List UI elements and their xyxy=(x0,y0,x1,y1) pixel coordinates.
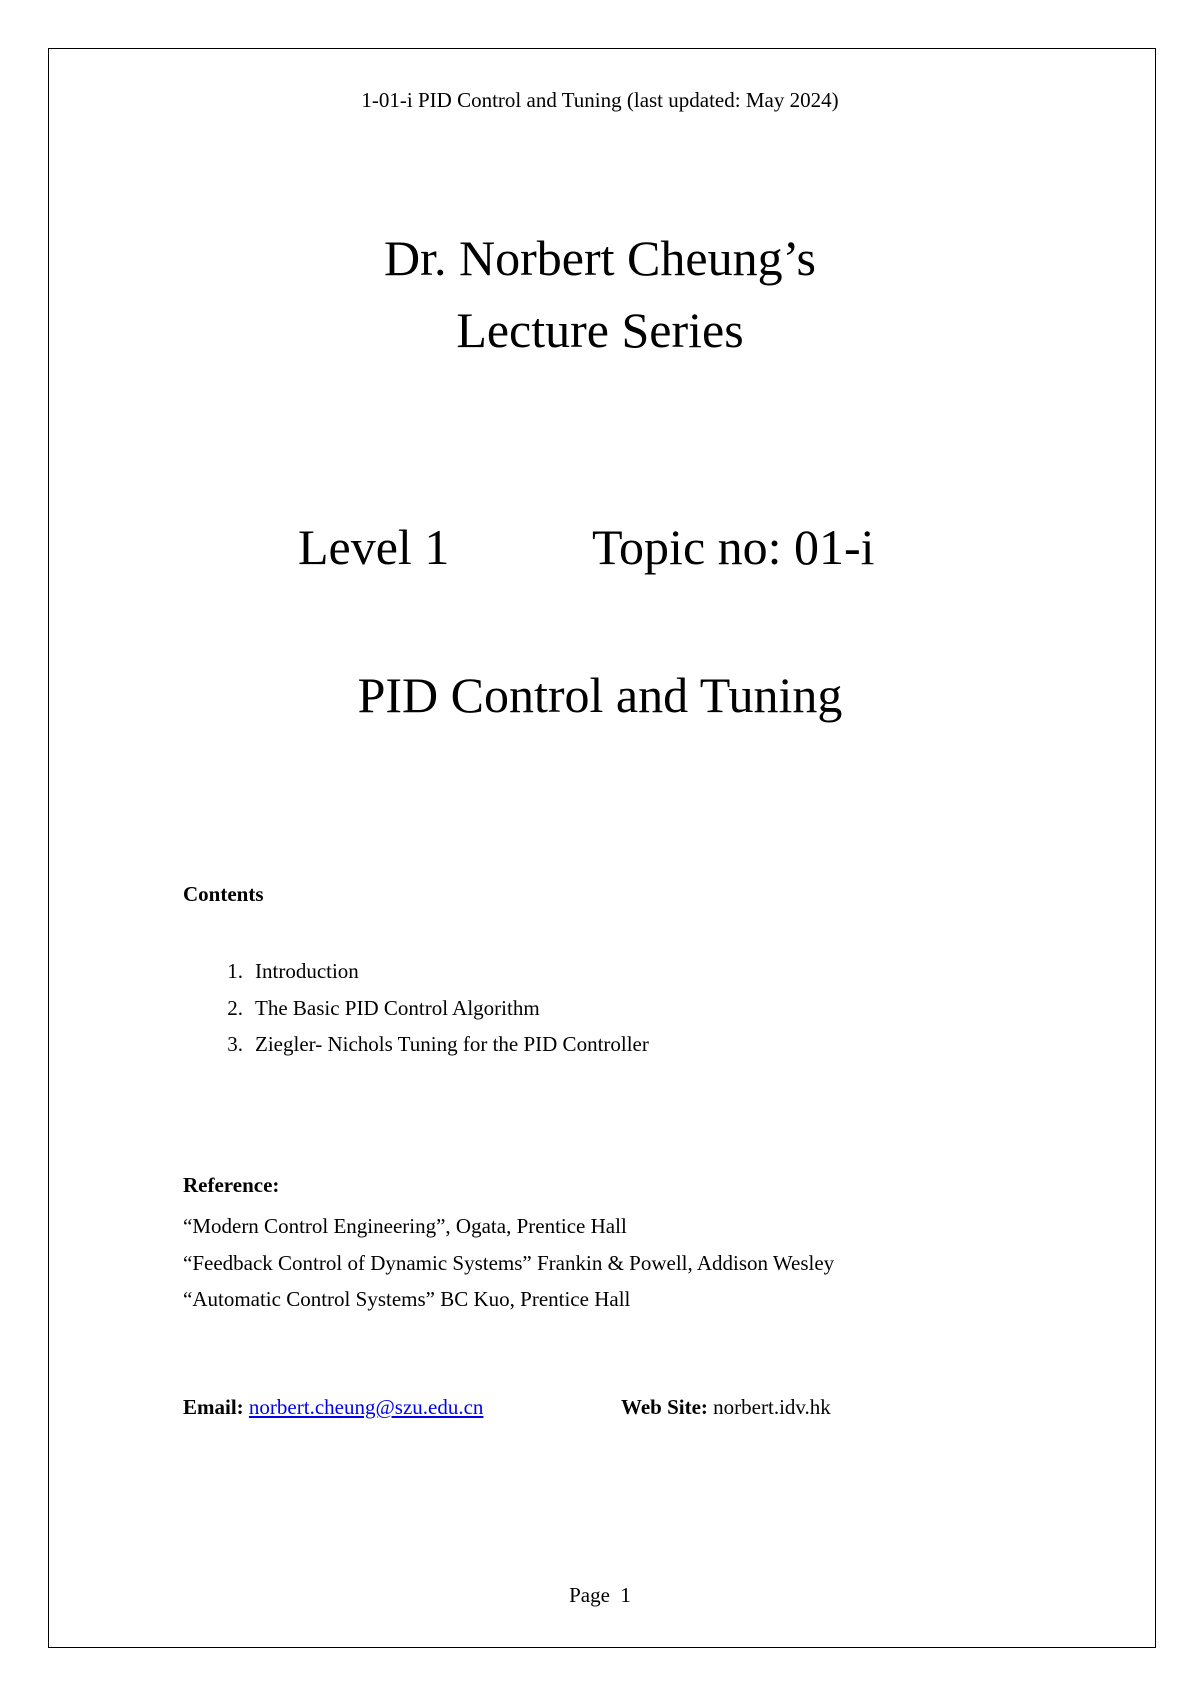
contents-item-number: 1. xyxy=(227,959,243,983)
reference-list xyxy=(183,1208,834,1318)
email-block xyxy=(183,1395,483,1420)
reference-heading: Reference: xyxy=(183,1173,280,1197)
email-label: Email: xyxy=(183,1395,244,1419)
website-label: Web Site: xyxy=(621,1395,708,1419)
contents-list xyxy=(183,953,649,1063)
level-label: Level 1 xyxy=(298,519,450,575)
website-value: norbert.idv.hk xyxy=(713,1395,831,1419)
contents-item xyxy=(183,990,649,1027)
series-title-line2: Lecture Series xyxy=(456,302,744,358)
contents-item-label: Introduction xyxy=(255,959,359,983)
page-footer xyxy=(0,1583,1200,1608)
page-label: Page xyxy=(569,1583,610,1607)
contents-heading: Contents xyxy=(183,882,264,906)
page-number: 1 xyxy=(620,1583,631,1607)
reference-item: “Feedback Control of Dynamic Systems” Frankin & Powell, Addison Wesley xyxy=(183,1250,835,1275)
reference-item: “Automatic Control Systems” BC Kuo, Prentice Hall xyxy=(183,1287,631,1311)
reference-item: “Modern Control Engineering”, Ogata, Prentice Hall xyxy=(183,1214,627,1238)
contents-item xyxy=(183,953,649,990)
subject-title: PID Control and Tuning xyxy=(357,667,843,723)
email-link[interactable]: norbert.cheung@szu.edu.cn xyxy=(248,1395,484,1419)
contents-item-label: Ziegler- Nichols Tuning for the PID Controller xyxy=(255,1032,649,1056)
contents-item-number: 2. xyxy=(227,995,243,1020)
contents-item-label: The Basic PID Control Algorithm xyxy=(255,995,540,1020)
contents-item-number: 3. xyxy=(227,1032,243,1056)
running-header: 1-01-i PID Control and Tuning (last updated: May 2024) xyxy=(361,88,839,112)
topic-number-label: Topic no: 01-i xyxy=(592,519,875,575)
website-block xyxy=(621,1395,831,1420)
series-title-line1: Dr. Norbert Cheung’s xyxy=(384,230,816,286)
contents-item xyxy=(183,1026,649,1063)
